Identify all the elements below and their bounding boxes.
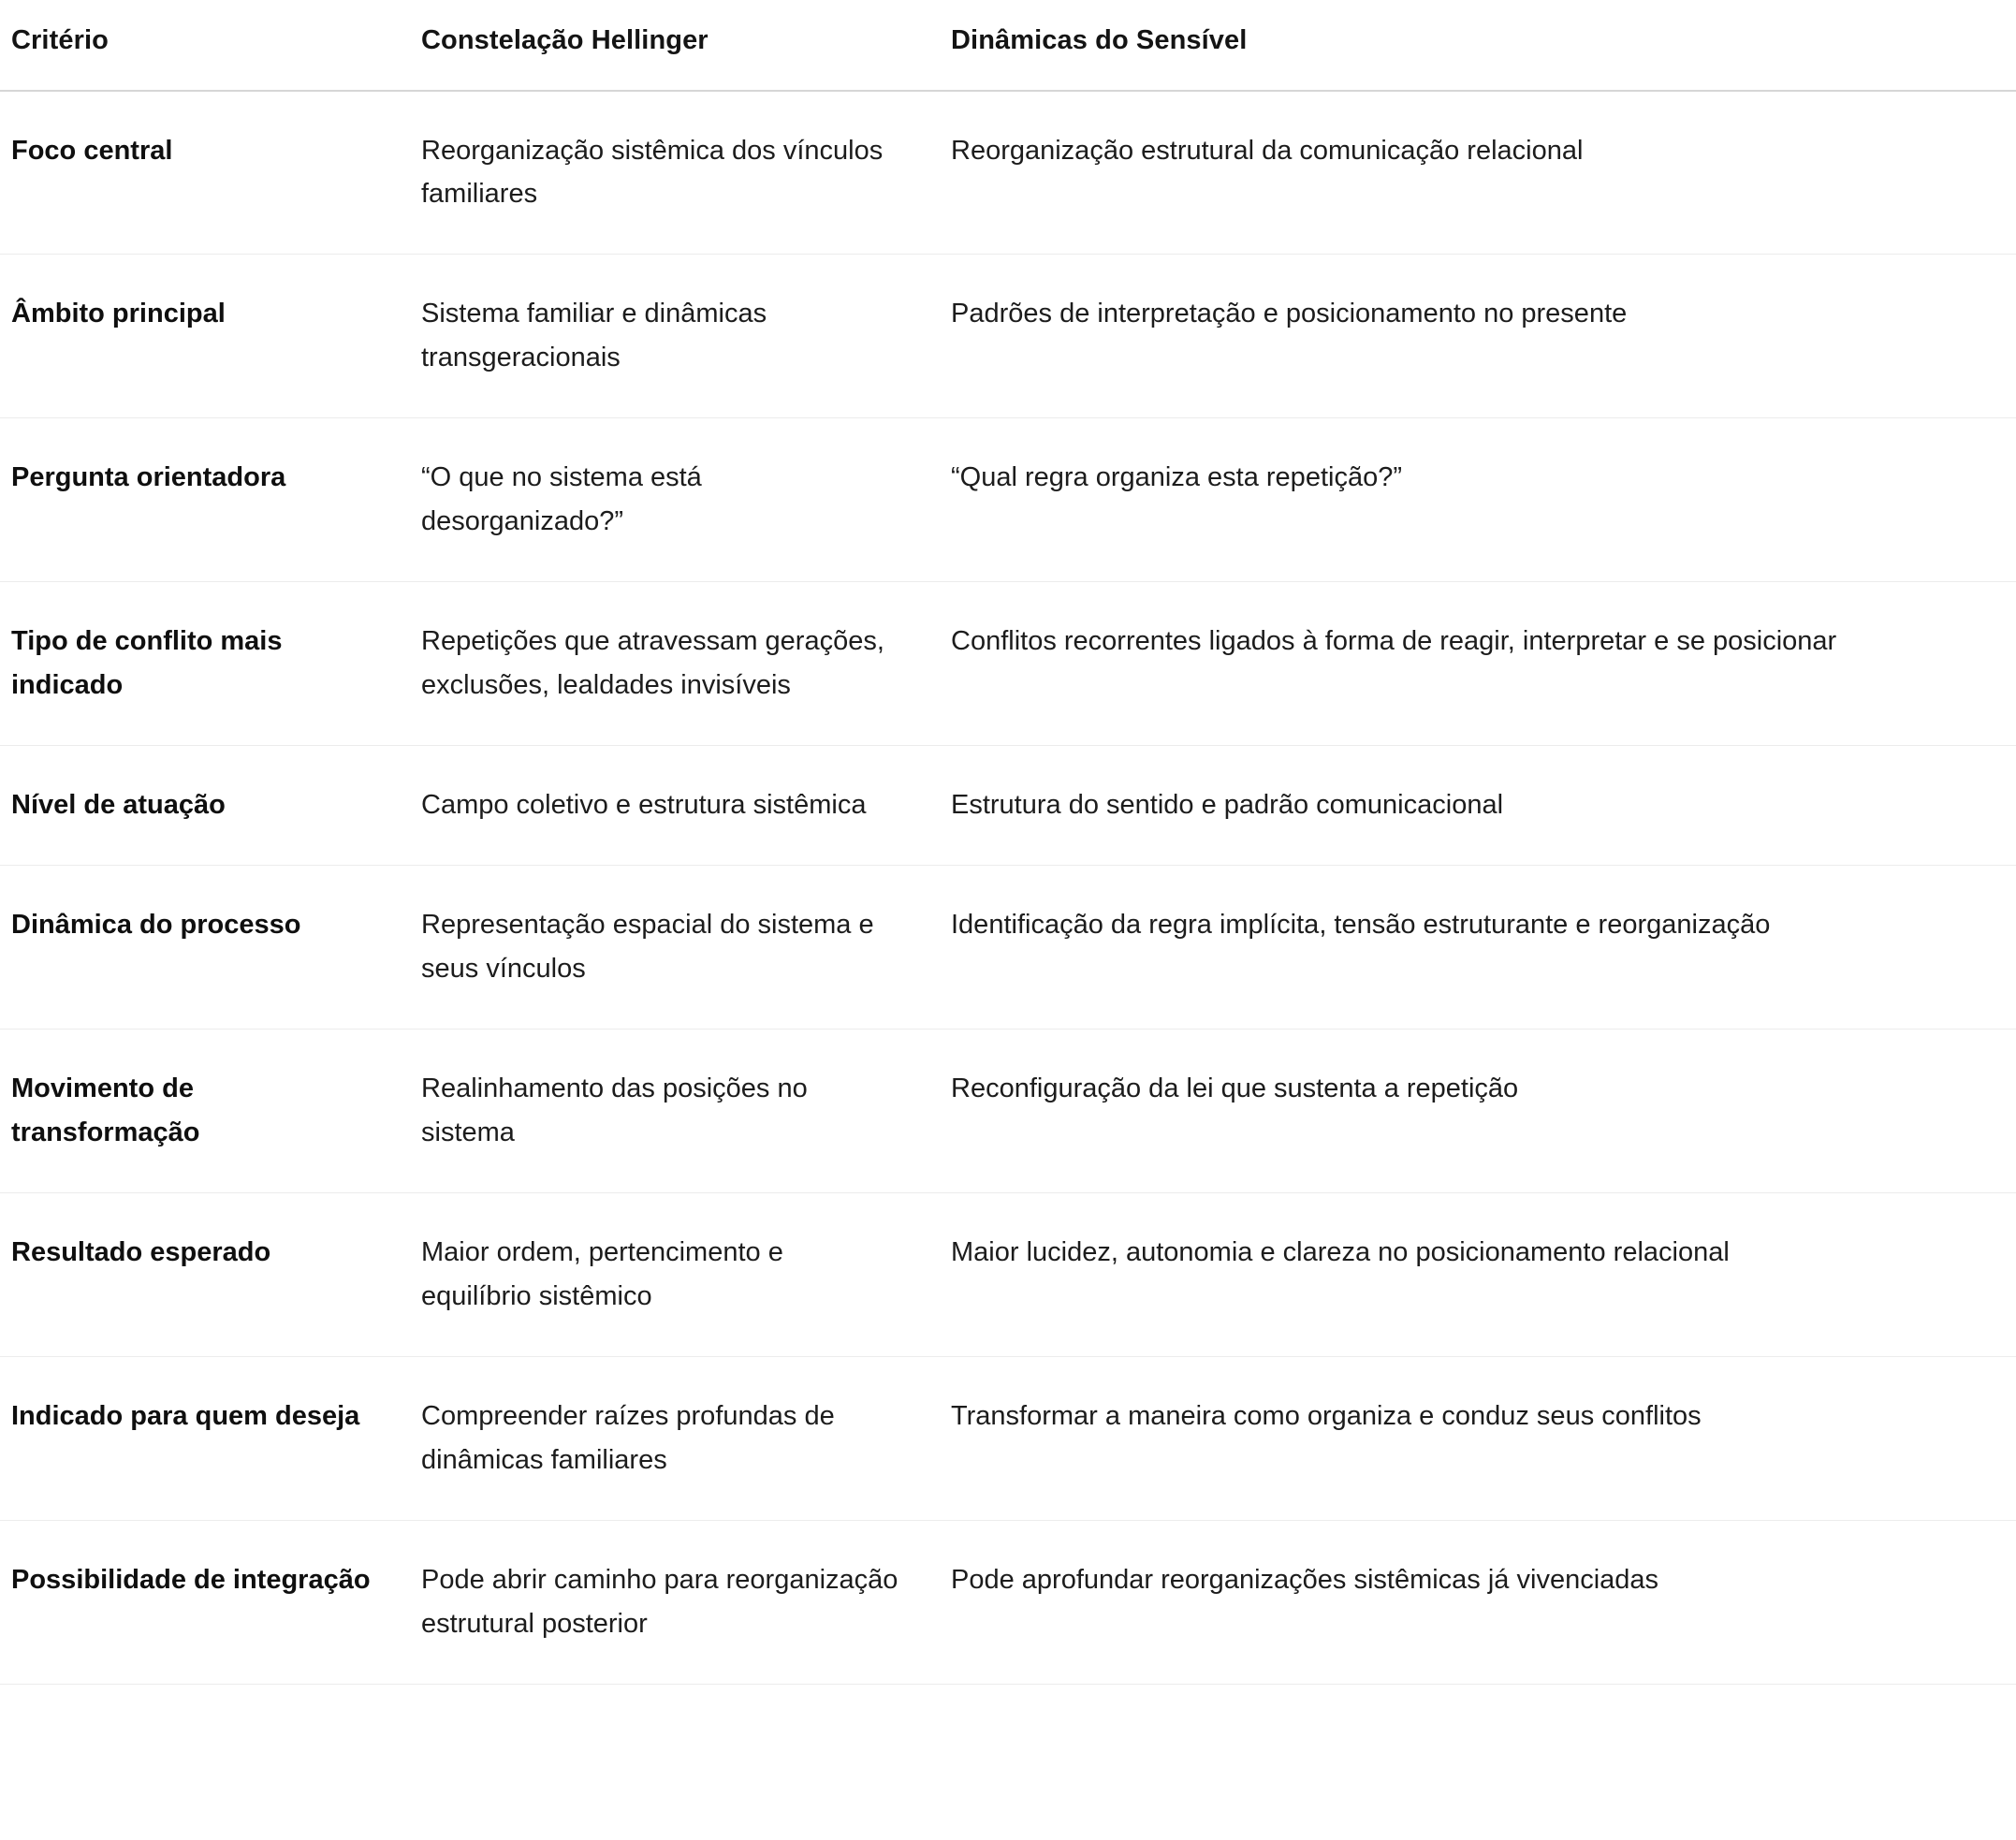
table-row [0, 746, 2016, 866]
row-criterion-label: Possibilidade de integração [0, 1520, 412, 1684]
row-criterion-label: Movimento de transformação [0, 1030, 412, 1193]
row-value-dinamicas: Padrões de interpretação e posicionamento no presente [936, 255, 2016, 418]
row-criterion-label: Indicado para quem deseja [0, 1357, 412, 1521]
table-row [0, 1357, 2016, 1521]
row-value-dinamicas: Pode aprofundar reorganizações sistêmicas já vivenciadas [936, 1520, 2016, 1684]
row-value-constelacao: “O que no sistema está desorganizado?” [412, 418, 936, 582]
table-row [0, 1030, 2016, 1193]
table-row [0, 418, 2016, 582]
row-value-constelacao: Representação espacial do sistema e seus vínculos [412, 866, 936, 1030]
table-row [0, 866, 2016, 1030]
row-value-dinamicas: Conflitos recorrentes ligados à forma de reagir, interpretar e se posicionar [936, 582, 2016, 746]
row-value-dinamicas: Transformar a maneira como organiza e conduz seus conflitos [936, 1357, 2016, 1521]
row-criterion-label: Pergunta orientadora [0, 418, 412, 582]
table-row [0, 1520, 2016, 1684]
table-body [0, 91, 2016, 1685]
row-value-constelacao: Sistema familiar e dinâmicas transgeracionais [412, 255, 936, 418]
row-value-dinamicas: “Qual regra organiza esta repetição?” [936, 418, 2016, 582]
row-value-constelacao: Repetições que atravessam gerações, exclusões, lealdades invisíveis [412, 582, 936, 746]
row-value-constelacao: Maior ordem, pertencimento e equilíbrio sistêmico [412, 1193, 936, 1357]
row-value-dinamicas: Estrutura do sentido e padrão comunicacional [936, 746, 2016, 866]
row-criterion-label: Foco central [0, 91, 412, 255]
table-header-row [0, 0, 2016, 91]
row-criterion-label: Resultado esperado [0, 1193, 412, 1357]
column-header-criterio: Critério [0, 0, 412, 91]
row-value-dinamicas: Identificação da regra implícita, tensão estruturante e reorganização [936, 866, 2016, 1030]
row-value-constelacao: Compreender raízes profundas de dinâmicas familiares [412, 1357, 936, 1521]
row-criterion-label: Dinâmica do processo [0, 866, 412, 1030]
row-value-constelacao: Pode abrir caminho para reorganização estrutural posterior [412, 1520, 936, 1684]
row-value-constelacao: Reorganização sistêmica dos vínculos familiares [412, 91, 936, 255]
row-value-constelacao: Realinhamento das posições no sistema [412, 1030, 936, 1193]
table-header [0, 0, 2016, 91]
column-header-constelacao-hellinger: Constelação Hellinger [412, 0, 936, 91]
table-row [0, 582, 2016, 746]
row-criterion-label: Nível de atuação [0, 746, 412, 866]
row-value-dinamicas: Maior lucidez, autonomia e clareza no posicionamento relacional [936, 1193, 2016, 1357]
row-value-dinamicas: Reorganização estrutural da comunicação relacional [936, 91, 2016, 255]
table-row [0, 1193, 2016, 1357]
table-row [0, 91, 2016, 255]
column-header-dinamicas-do-sensivel: Dinâmicas do Sensível [936, 0, 2016, 91]
row-value-constelacao: Campo coletivo e estrutura sistêmica [412, 746, 936, 866]
row-criterion-label: Âmbito principal [0, 255, 412, 418]
table-row [0, 255, 2016, 418]
row-criterion-label: Tipo de conflito mais indicado [0, 582, 412, 746]
row-value-dinamicas: Reconfiguração da lei que sustenta a repetição [936, 1030, 2016, 1193]
